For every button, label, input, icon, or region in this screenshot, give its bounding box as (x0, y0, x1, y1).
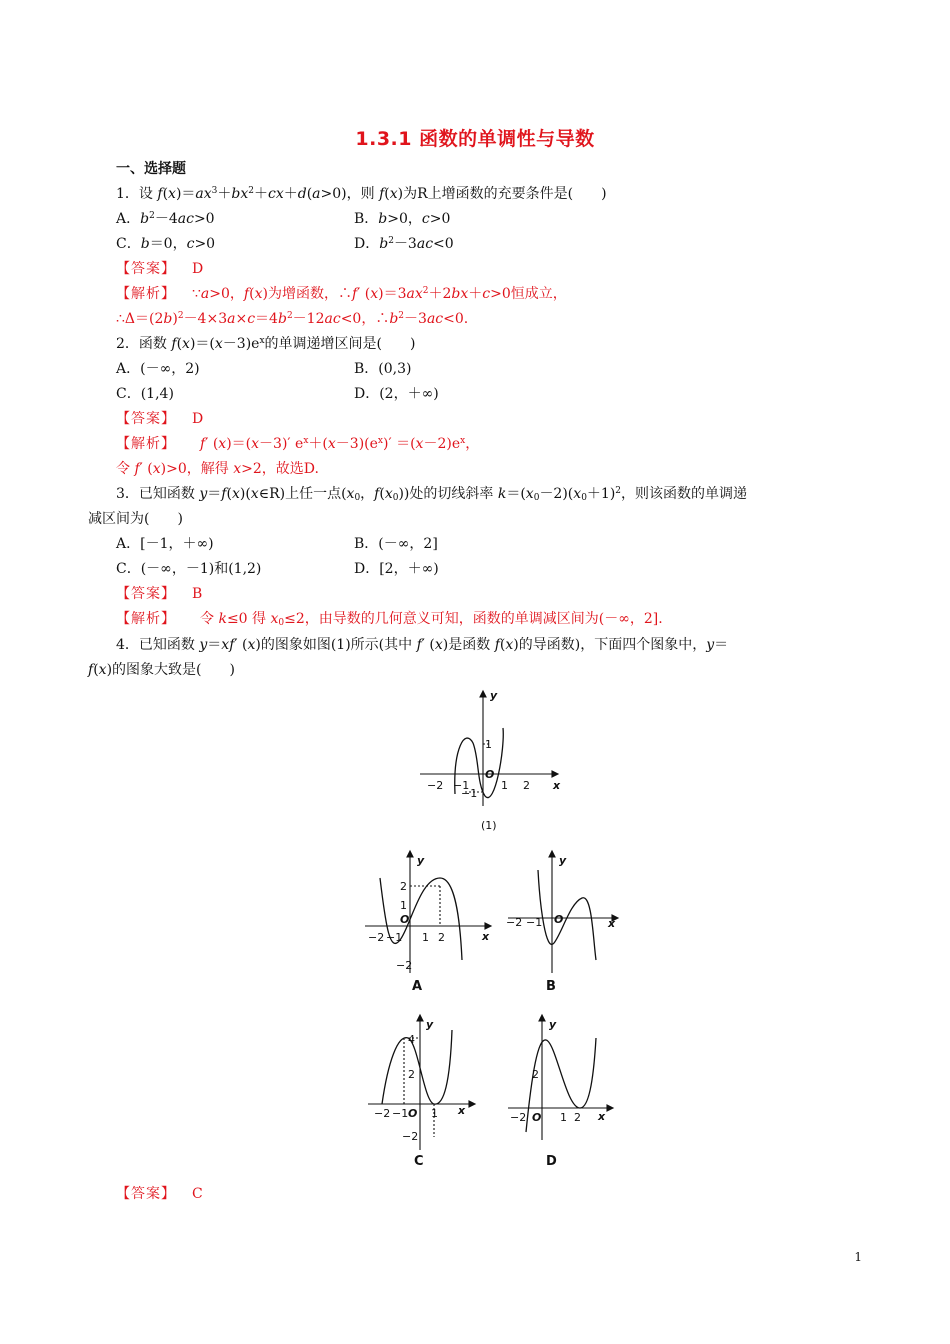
tick-x: −1 (526, 916, 543, 929)
q1-stem: 1．设 $f(x)=ax^3+bx^2+cx+d(a>0)$，则 f(x)为R上增函数的充要条件是( ) (116, 186, 607, 202)
text-run: )＝( (189, 336, 215, 352)
text-run: ( (93, 662, 99, 678)
text-run: ( (384, 186, 390, 202)
text-run: ＝( (506, 486, 526, 502)
text-run: ∈R)上任一点( (258, 486, 347, 502)
text-run: x (251, 436, 260, 452)
text-run: ac (426, 311, 444, 327)
text-run: f (494, 637, 500, 653)
text-run: x (270, 611, 279, 627)
text-run: 0 (533, 493, 540, 503)
tick-y: −2 (396, 959, 413, 972)
tick-x: −2 (427, 779, 444, 792)
figure-1 (415, 688, 565, 833)
figure-a (360, 848, 495, 998)
text-run: ax (406, 286, 423, 302)
text-run: ′ ( (205, 436, 219, 452)
tick-x: 2 (523, 779, 530, 792)
x-axis-label: x (458, 1104, 466, 1117)
q2-analysis-cont (116, 459, 319, 479)
text-run: －3)(e (335, 436, 378, 452)
origin-label: O (400, 913, 410, 926)
text-run: )＝( (226, 436, 252, 452)
text-run: －3 (393, 236, 417, 252)
tick-y: −2 (402, 1130, 419, 1143)
text-run: ′ ( (421, 637, 435, 653)
text-run: b (389, 311, 399, 327)
tick-y: 1 (485, 738, 492, 751)
text-run: 0 (278, 618, 285, 628)
q3-analysis: 【解析】 令 k≤0 得 $x_0\le 2$，由导数的几何意义可知，函数的单调减区间为(－∞，2]. (116, 611, 663, 628)
text-run: ac (177, 211, 194, 227)
text-run: ＋1) (586, 486, 616, 502)
y-axis-arrow (407, 851, 413, 857)
text-run: 2 (388, 236, 394, 246)
text-run: 2 (286, 311, 293, 321)
text-run: 0 (354, 493, 361, 503)
text-run: bx (451, 286, 469, 302)
text-run: b (140, 236, 150, 252)
text-run: b (277, 311, 287, 327)
text-run: >0)，则 (320, 186, 380, 202)
text-run: f (221, 486, 227, 502)
tick-x: 1 (431, 1107, 438, 1120)
text-run: f (351, 286, 358, 302)
text-run: ′ ( (139, 461, 153, 477)
text-run: ′ ( (357, 286, 371, 302)
text-run: ＋ (283, 186, 298, 202)
text-run: b (140, 211, 150, 227)
text-run: ，则该函数的单调递 (621, 486, 748, 502)
text-run: b (379, 236, 389, 252)
text-run: )＝ (175, 186, 196, 202)
text-run: x (415, 436, 424, 452)
tick-x: −2 (510, 1111, 527, 1124)
text-run: )的图象如图(1)所示(其中 (255, 637, 417, 653)
text-run: x (346, 486, 355, 502)
text-run: x (505, 637, 514, 653)
text-run: ＝ (207, 486, 222, 502)
figure-c (360, 1012, 495, 1172)
text-run: ， (465, 436, 480, 452)
tick-x: 2 (574, 1111, 581, 1124)
text-run: ) (172, 311, 178, 327)
text-run: b (163, 311, 173, 327)
text-run: ＋( (308, 436, 328, 452)
text-run: ＋ (217, 186, 232, 202)
text-run: 减区间为( ) (88, 511, 183, 527)
text-run: ax (195, 186, 212, 202)
text-run: )＝3 (378, 286, 407, 302)
text-run: )的导函数)，下面四个图象中， (513, 637, 707, 653)
text-run: ( (162, 186, 169, 202)
x-axis-label: x (608, 917, 616, 930)
q1-option-c (116, 234, 215, 254)
text-run: －3)′ e (259, 436, 304, 452)
text-run: －4×3 (183, 311, 228, 327)
text-run: －2)e (423, 436, 461, 452)
y-axis-arrow (539, 1015, 545, 1021)
x-axis-arrow (469, 1101, 475, 1107)
x-axis-label: x (598, 1110, 606, 1123)
text-run: x (370, 286, 379, 302)
text-run: x (303, 436, 309, 446)
text-run: 0 (581, 493, 587, 503)
text-run: × (235, 311, 248, 327)
text-run: a (227, 311, 236, 327)
y-axis-arrow (417, 1015, 423, 1021)
origin-label: O (554, 913, 564, 926)
text-run: ( (499, 637, 506, 653)
text-run: x (460, 436, 466, 446)
text-run: D．[2，＋∞) (354, 561, 439, 577)
text-run: f (416, 637, 422, 653)
q3-stem-cont (88, 509, 183, 529)
text-run: a (200, 286, 210, 302)
y-axis-label: y (490, 689, 498, 702)
text-run: )的图象大致是( ) (106, 662, 235, 678)
text-run: >0 (429, 211, 451, 227)
page-number: 1 (854, 1250, 862, 1264)
origin-label: O (532, 1111, 542, 1124)
text-run: ( (379, 486, 385, 502)
tick-x: −2 (368, 931, 385, 944)
q3-option-b (354, 534, 438, 554)
tick-y: 2 (408, 1068, 415, 1081)
text-run: f (157, 186, 163, 202)
q2-option-c (116, 384, 174, 404)
text-run: k (218, 611, 227, 627)
figure-caption: A (412, 979, 423, 994)
text-run: ≤0 得 (226, 611, 271, 627)
text-run: －3)e (222, 336, 260, 352)
text-run: k (497, 486, 507, 502)
text-run: f (200, 436, 206, 452)
text-run: c (247, 311, 256, 327)
text-run: 令 (200, 611, 219, 627)
x-axis-arrow (607, 1105, 613, 1111)
origin-label: O (485, 768, 495, 781)
text-run: a (312, 186, 321, 202)
text-run: ＝4 (255, 311, 278, 327)
text-run: ac (324, 311, 341, 327)
q2-analysis: 【解析】 f′ (x)＝(x－3)′ $e^x+(x-3)(e^x)' =(x-2)e^x$， (116, 436, 480, 452)
origin-label: O (408, 1107, 418, 1120)
q2-stem: 2．函数 $f(x)=(x-3)e^x$的单调递增区间是( ) (116, 336, 416, 352)
text-run: 的单调递增区间是( ) (264, 336, 416, 352)
q3-option-d (354, 559, 439, 579)
text-run: 2 (177, 311, 184, 321)
text-run: d (297, 186, 307, 202)
text-run: B． (354, 211, 379, 227)
text-run: x (573, 486, 582, 502)
q3-option-a (116, 534, 214, 554)
text-run: )是函数 (442, 637, 495, 653)
text-run: <0 (433, 236, 454, 252)
text-run: ＋2 (428, 286, 452, 302)
text-run: >0 (193, 211, 215, 227)
text-run: x (254, 286, 263, 302)
text-run: x (247, 637, 256, 653)
text-run: f (171, 336, 177, 352)
text-run: x (152, 461, 161, 477)
text-run: C． (116, 236, 141, 252)
text-run: A．[－1，＋∞) (116, 536, 214, 552)
text-run: c (186, 236, 195, 252)
text-run: ≤2，由导数的几何意义可知，函数的单调减区间为(－∞，2]. (284, 611, 663, 627)
x-axis-label: x (482, 930, 490, 943)
x-axis-arrow (485, 923, 491, 929)
q1-analysis-cont (116, 309, 468, 329)
tick-y: 1 (400, 899, 407, 912)
text-run: y (199, 637, 208, 653)
text-run: ＝ (714, 637, 729, 653)
q2-option-b (354, 359, 411, 379)
q3-option-c (116, 559, 261, 579)
text-run: －3 (404, 311, 427, 327)
section-heading: 一、选择题 (116, 161, 186, 177)
text-run: ＝ (207, 637, 222, 653)
text-run: )为增函数，∴ (262, 286, 352, 302)
text-run: >2，故选D. (241, 461, 319, 477)
tick-x: −1 (453, 779, 470, 792)
text-run: 2 (149, 211, 155, 221)
text-run: <0. (443, 311, 469, 327)
text-run: c (482, 286, 491, 302)
text-run: >0 (194, 236, 216, 252)
text-run: 函数 (138, 336, 172, 352)
text-run: C．(－∞，－1)和(1,2) (116, 561, 262, 577)
text-run: bx (231, 186, 249, 202)
text-run: ＋ (253, 186, 268, 202)
text-run: xf (221, 637, 235, 653)
text-run: 2 (248, 186, 254, 196)
text-run: ＋ (468, 286, 483, 302)
text-run: ( (176, 336, 183, 352)
text-run: x (214, 336, 223, 352)
text-run: b (378, 211, 388, 227)
text-run: ′ ( (234, 637, 248, 653)
tick-x: 2 (438, 931, 445, 944)
text-run: 令 (116, 461, 135, 477)
q2-option-a (116, 359, 200, 379)
y-axis-arrow (480, 691, 486, 697)
q1-answer: 【答案】 D (116, 261, 204, 277)
text-run: ( (226, 486, 232, 502)
text-run: A．(－∞，2) (116, 361, 200, 377)
text-run: 3 (211, 186, 218, 196)
x-axis-arrow (552, 771, 558, 777)
tick-y: 4 (408, 1033, 415, 1046)
text-run: x (231, 486, 240, 502)
text-run: f (379, 186, 385, 202)
q1-option-d (354, 234, 454, 254)
tick-x: 1 (501, 779, 508, 792)
tick-y: 2 (532, 1068, 539, 1081)
text-run: ∴Δ＝(2 (116, 311, 164, 327)
text-run: f (134, 461, 140, 477)
text-run: cx (267, 186, 284, 202)
curve-c (382, 1030, 452, 1104)
y-axis-label: y (559, 854, 567, 867)
figure-caption: C (414, 1154, 424, 1169)
text-run: )( (239, 486, 251, 502)
text-run: 已知函数 (138, 637, 200, 653)
y-axis-label: y (417, 854, 425, 867)
page-title: 1.3.1 函数的单调性与导数 (355, 128, 595, 150)
text-run: A． (116, 211, 141, 227)
text-run: 0 (392, 493, 399, 503)
text-run: >0恒成立， (490, 286, 567, 302)
tick-y: −1 (461, 787, 478, 800)
text-run: >0， (209, 286, 244, 302)
text-run: )为R上增函数的充要条件是( ) (397, 186, 607, 202)
text-run: x (327, 436, 336, 452)
text-run: f (243, 286, 250, 302)
tick-x: −1 (392, 1107, 409, 1120)
text-run: >0， (387, 211, 422, 227)
figure-caption: D (546, 1154, 557, 1169)
text-run: 已知函数 (138, 486, 200, 502)
tick-x: −2 (506, 916, 523, 929)
q2-answer: 【答案】 D (116, 411, 204, 427)
figure-caption: (1) (481, 819, 497, 832)
text-run: y (706, 637, 715, 653)
text-run: ∵ (192, 286, 201, 302)
q1-option-a (116, 209, 215, 229)
figure-d (500, 1012, 625, 1172)
text-run: D． (354, 236, 380, 252)
q2-option-d (354, 384, 439, 404)
text-run: ＝0， (149, 236, 187, 252)
text-run: 2 (422, 286, 429, 296)
text-run: x (389, 186, 398, 202)
text-run: x (434, 637, 443, 653)
q4-stem: 4．已知函数 y＝xf′ (x)的图象如图(1)所示(其中 f′ (x)是函数 f(x)的导函数)，下面四个图象中，y＝ (116, 637, 729, 653)
text-run: f (374, 486, 380, 502)
text-run: f (88, 662, 94, 678)
text-run: 2 (398, 311, 405, 321)
text-run: x (377, 436, 383, 446)
q3-stem: 3．已知函数 y＝f(x)(x∈R)上任一点($x_0$，$f(x_0)$)处的切线斜率 $k=(x_0-2)(x_0+1)^2$，则该函数的单调递 (116, 486, 748, 503)
y-axis-label: y (426, 1018, 434, 1031)
text-run: ac (416, 236, 434, 252)
text-run: ( (249, 286, 255, 302)
text-run: x (218, 436, 227, 452)
tick-x: −2 (374, 1107, 391, 1120)
text-run: x (182, 336, 190, 352)
text-run: 2 (615, 486, 622, 496)
text-run: )>0，解得 (160, 461, 234, 477)
text-run: －12 (292, 311, 325, 327)
text-run: ( (306, 186, 313, 202)
text-run: c (421, 211, 430, 227)
text-run: <0，∴ (340, 311, 390, 327)
tick-y: 2 (400, 880, 407, 893)
figure-caption: B (546, 979, 556, 994)
tick-x: −1 (386, 931, 403, 944)
text-run: x (98, 662, 107, 678)
curve-a (380, 878, 462, 960)
tick-x: 1 (560, 1111, 567, 1124)
text-run: C．(1,4) (116, 386, 174, 402)
text-run: B．(－∞，2] (354, 536, 438, 552)
text-run: )′ ＝( (382, 436, 416, 452)
q4-answer: 【答案】 C (116, 1186, 203, 1202)
q4-stem-cont (88, 660, 235, 680)
y-axis-label: y (549, 1018, 557, 1031)
text-run: x (525, 486, 534, 502)
text-run: x (259, 336, 265, 346)
tick-x: 1 (422, 931, 429, 944)
y-axis-arrow (549, 851, 555, 857)
curve-b (538, 870, 596, 960)
text-run: 设 (138, 186, 158, 202)
x-axis-label: x (553, 779, 561, 792)
text-run: B．(0,3) (354, 361, 412, 377)
text-run: －4 (154, 211, 178, 227)
text-run: ))处的切线斜率 (398, 486, 498, 502)
q3-answer: 【答案】 B (116, 586, 203, 602)
text-run: D．(2，＋∞) (354, 386, 439, 402)
text-run: x (233, 461, 242, 477)
text-run: x (168, 186, 176, 202)
q1-analysis: 【解析】 ∵a>0，f(x)为增函数，∴f′ $(x)=3ax^2+2bx+c>0$恒成立， (116, 286, 567, 302)
q1-option-b (354, 209, 450, 229)
text-run: ， (360, 486, 375, 502)
text-run: x (250, 486, 259, 502)
text-run: －2)( (539, 486, 574, 502)
text-run: y (199, 486, 208, 502)
text-run: x (384, 486, 393, 502)
figure-b (500, 848, 625, 998)
